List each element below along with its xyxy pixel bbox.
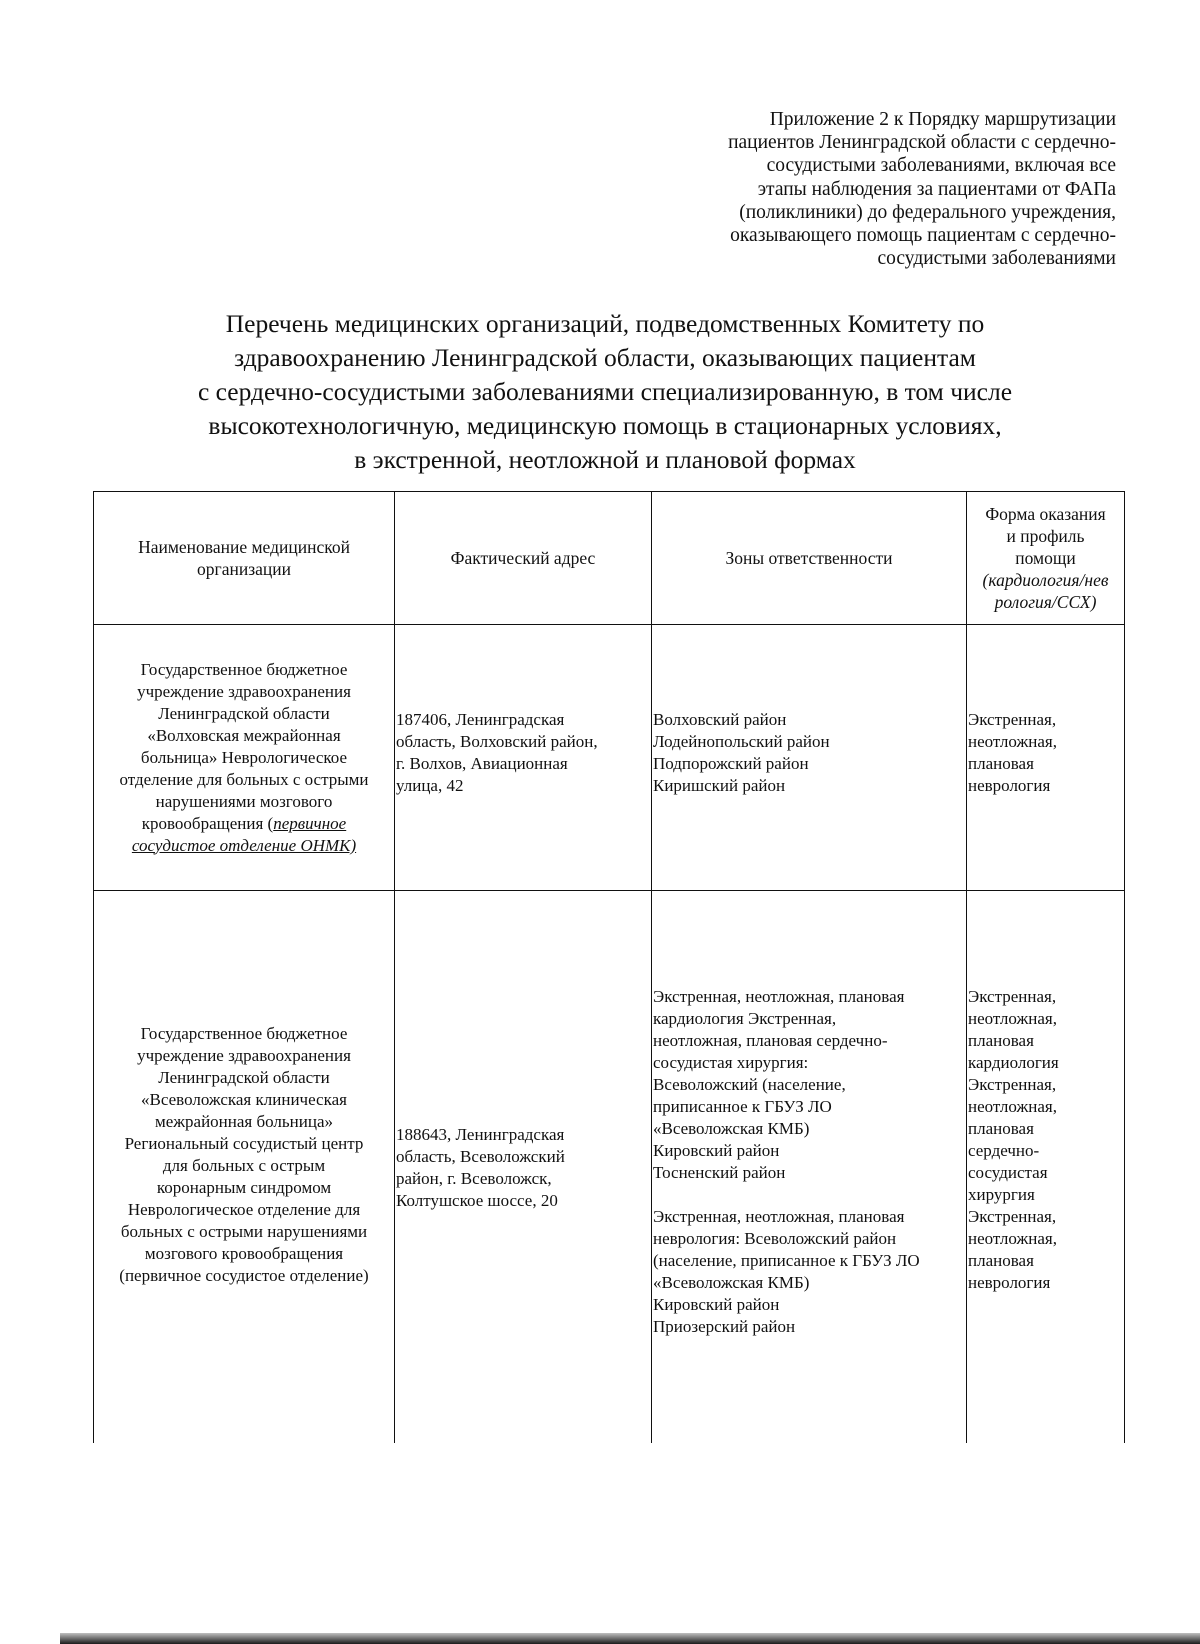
- row1-name-cell: [94, 625, 395, 891]
- appendix-note: Приложение 2 к Порядку маршрутизации пациентов Ленинградской области с сердечно- сосудистыми заболеваниями, включая все этапы наблюдения за пациентами от ФАПа (поликлиники) до федерального учреждения, оказывающего помощь пациентам с сердечно- сосудистыми заболеваниями: [728, 109, 1116, 270]
- table-row: [94, 891, 1125, 1443]
- column-header-form: [967, 492, 1125, 625]
- row2-form-neurology: Экстренная, неотложная, плановая неврология: [968, 1207, 1057, 1292]
- row2-name: Государственное бюджетное учреждение здравоохранения Ленинградской области «Всеволожская клиническая межрайонная больница» Региональный сосудистый центр для больных с острым коронарным синдромом Неврологическое отделение для больных с острыми нарушениями мозгового кровообращения (первичное сосудистое отделение): [94, 891, 395, 1443]
- form-header-text: Форма оказания и профиль помощи: [985, 504, 1106, 568]
- row2-form-cardiology: Экстренная, неотложная, плановая кардиология Экстренная, неотложная, плановая сердечно- сосудистая хирургия: [968, 987, 1059, 1204]
- row2-zones-cardiology: Экстренная, неотложная, плановая кардиология Экстренная, неотложная, плановая сердечно- сосудистая хирургия: Всеволожский (население, приписанное к ГБУЗ ЛО «Всеволожская КМБ) Кировский район Тосненский район: [653, 987, 905, 1182]
- column-header-address: Фактический адрес: [395, 492, 652, 625]
- row2-zones-cell: [652, 891, 967, 1443]
- row2-form-cell: [967, 891, 1125, 1443]
- row2-zones-neurology: Экстренная, неотложная, плановая неврология: Всеволожский район (население, приписанное к ГБУЗ ЛО «Всеволожская КМБ): [653, 1207, 920, 1292]
- row1-name: Государственное бюджетное учреждение здравоохранения Ленинградской области «Волховская межрайонная больница» Неврологическое отделение для больных с острыми нарушениями мозгового кровообращения (: [119, 659, 369, 833]
- organizations-table: [93, 491, 1125, 1443]
- row2-zones-neurology-districts: Кировский район Приозерский район: [653, 1295, 796, 1336]
- document-title: Перечень медицинских организаций, подведомственных Комитету по здравоохранению Ленинградской области, оказывающих пациентам с сердечно-сосудистыми заболеваниями специализированную, в том числе высокотехнологичную, медицинскую помощь в стационарных условиях, в экстренной, неотложной и плановой формах: [197, 309, 1013, 474]
- table-header-row: [94, 492, 1125, 625]
- row2-address: 188643, Ленинградская область, Всеволожский район, г. Всеволожск, Колтушское шоссе, 20: [395, 891, 652, 1443]
- row1-name-underlined: первичное сосудистое отделение ОНМК): [131, 813, 357, 855]
- row1-zones: Волховский район Лодейнопольский район Подпорожский район Киришский район: [652, 625, 967, 891]
- column-header-name: Наименование медицинской организации: [94, 492, 395, 625]
- column-header-zones: Зоны ответственности: [652, 492, 967, 625]
- table-row: [94, 625, 1125, 891]
- scan-bottom-edge: [60, 1633, 1200, 1644]
- form-header-italic: (кардиология/нев рология/ССХ): [982, 570, 1109, 612]
- row1-form: Экстренная, неотложная, плановая неврология: [967, 625, 1125, 891]
- row1-address: 187406, Ленинградская область, Волховский район, г. Волхов, Авиационная улица, 42: [395, 625, 652, 891]
